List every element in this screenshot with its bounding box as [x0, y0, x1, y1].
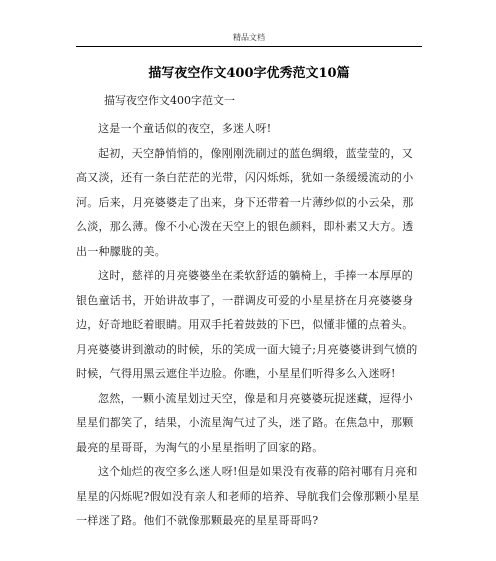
- paragraph-5: 这个灿烂的夜空多么迷人呀!但是如果没有夜幕的陪衬哪有月亮和星星的闪烁呢?假如没有亲人和老师的培养、导航我们会像那颗小星星一样迷了路。他们不就像那颗最亮的星星哥哥吗?: [76, 465, 420, 527]
- paragraph-3: 这时，慈祥的月亮婆婆坐在柔软舒适的躺椅上，手捧一本厚厚的银色童话书，开始讲故事了，一群调皮可爱的小星星挤在月亮婆婆身边，好奇地眨着眼睛。用双手托着鼓鼓的下巴，似懂非懂的点着头。月亮婆婆讲到激动的时候，乐的笑成一面大镜子;月亮婆婆讲到气愤的时候，气得用黑云遮住半边脸。你瞧，小星星们听得多么入迷呀!: [76, 269, 418, 380]
- document-body: [76, 117, 422, 534]
- paragraph-1: 这是一个童话似的夜空，多迷人呀!: [98, 122, 272, 135]
- paragraph-4: 忽然，一颗小流星划过天空，像是和月亮婆婆玩捉迷藏，逗得小星星们都笑了，结果，小流星淘气过了头，迷了路。在焦急中，那颗最亮的星哥哥，为淘气的小星星指明了回家的路。: [76, 391, 414, 454]
- document-title: 描写夜空作文400字优秀范文10篇: [148, 66, 350, 81]
- page-header: [76, 30, 422, 47]
- header-label: 精品文档: [233, 33, 265, 42]
- document-subtitle: 描写夜空作文400字范文一: [104, 94, 235, 107]
- paragraph-2: 起初，天空静悄悄的，像刚刚洗刷过的蓝色绸缎，蓝莹莹的，又高又淡，还有一条白茫茫的光带，闪闪烁烁，犹如一条缓缓流动的小河。后来，月亮婆婆走了出来，身下还带着一片薄纱似的小云朵，那么淡，那么薄。像不小心泼在天空上的银色颜料，即朴素又大方。透出一种朦胧的美。: [76, 146, 414, 258]
